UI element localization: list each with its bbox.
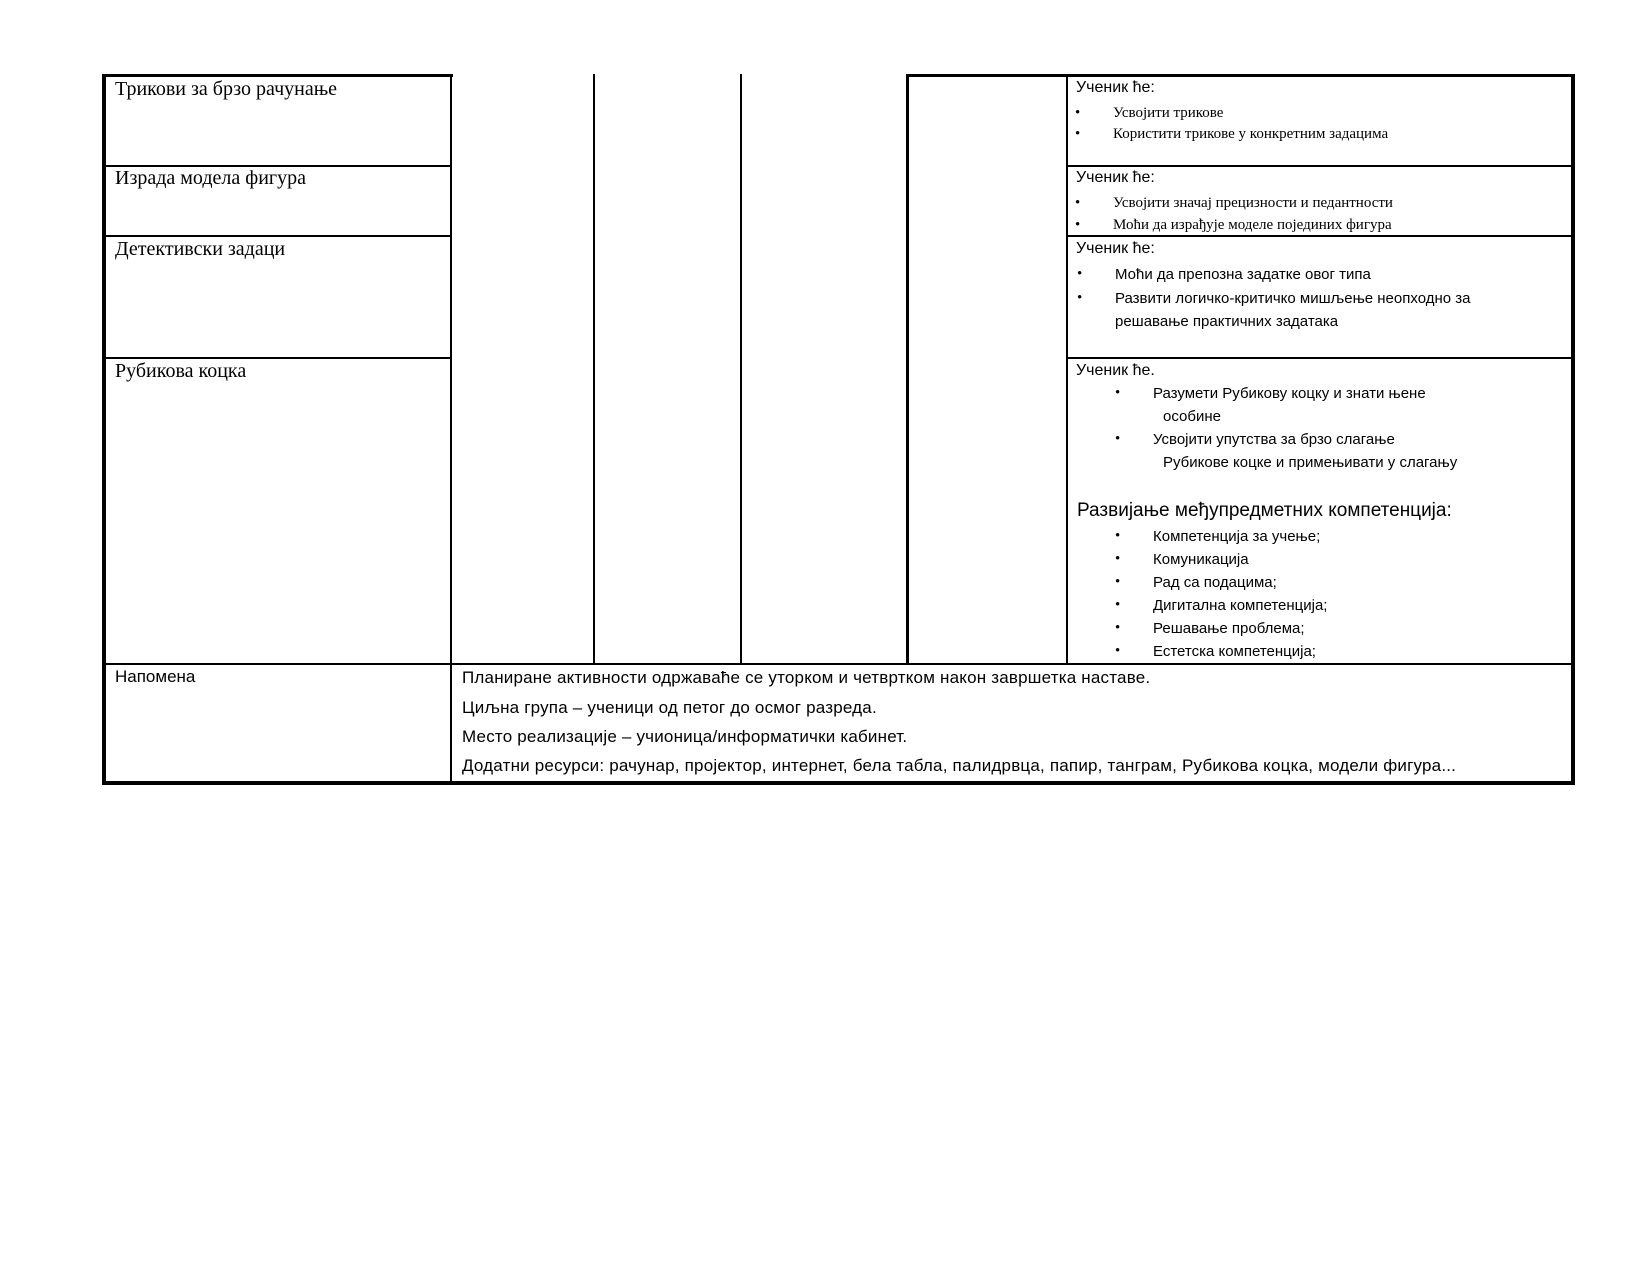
topic-cell: Детективски задаци [115, 238, 286, 260]
table-right-border [1571, 74, 1575, 785]
competencies-heading: Развијање међупредметних компетенција: [1077, 500, 1452, 521]
outcome-label: Ученик ће. [1076, 362, 1155, 379]
outcome-item: Развити логичко-критичко мишљење неопходно за [1115, 290, 1471, 307]
topic-cell: Израда модела фигура [115, 167, 307, 189]
bullet-dot: • [1075, 217, 1081, 233]
outcome-item: Усвојити трикове [1113, 105, 1224, 121]
note-line: Додатни ресурси: рачунар, пројектор, интернет, бела табла, палидрвца, папир, танграм, Рубикова коцка, модели фигура... [462, 756, 1457, 775]
outcome-label: Ученик ће: [1076, 169, 1155, 186]
competency-item: Комуникација [1153, 551, 1249, 568]
outcome-item: Усвојити упутства за брзо слагање [1153, 431, 1395, 448]
outcome-item: Користити трикове у конкретним задацима [1113, 126, 1389, 142]
col-divider-5 [1066, 74, 1068, 664]
outcome-item: Рубикове коцке и примењивати у слагању [1163, 454, 1458, 471]
bullet-dot: • [1077, 266, 1083, 282]
outcome-item: Моћи да препозна задатке овог типа [1115, 266, 1371, 283]
bullet-dot: • [1115, 643, 1121, 659]
bullet-dot: • [1077, 290, 1083, 306]
bullet-dot: • [1115, 528, 1121, 544]
table-top-border-left [102, 74, 453, 77]
col-divider-1 [450, 74, 452, 783]
note-label: Напомена [115, 667, 196, 686]
bullet-dot: • [1115, 431, 1121, 447]
note-line: Циљна група – ученици од петог до осмог разреда. [462, 698, 877, 717]
bullet-dot: • [1115, 385, 1121, 401]
row-divider-2-right [1066, 235, 1573, 237]
competency-item: Дигитална компетенција; [1153, 597, 1328, 614]
bullet-dot: • [1115, 597, 1121, 613]
competency-item: Решавање проблема; [1153, 620, 1305, 637]
outcome-item: Усвојити значај прецизности и педантности [1113, 195, 1393, 211]
competency-item: Компетенција за учење; [1153, 528, 1321, 545]
outcome-item: решавање практичних задатака [1115, 313, 1339, 330]
row-divider-4 [104, 663, 1573, 665]
bullet-dot: • [1075, 126, 1081, 142]
topic-cell: Трикови за брзо рачунање [115, 78, 338, 100]
outcome-label: Ученик ће: [1076, 240, 1155, 257]
outcome-item: Моћи да израђује моделе појединих фигура [1113, 217, 1392, 233]
competency-item: Рад са подацима; [1153, 574, 1277, 591]
outcome-item: Разумети Рубикову коцку и знати њене [1153, 385, 1426, 402]
row-divider-2-left [104, 235, 451, 237]
row-divider-3-right [1066, 357, 1573, 359]
bullet-dot: • [1075, 195, 1081, 211]
outcome-item: особине [1163, 408, 1221, 425]
table-left-border [102, 74, 106, 785]
table-top-border-right [908, 74, 1574, 77]
col-divider-4 [906, 74, 909, 664]
bullet-dot: • [1115, 551, 1121, 567]
topic-cell: Рубикова коцка [115, 360, 247, 382]
col-divider-3 [740, 74, 742, 664]
competency-item: Естетска компетенција; [1153, 643, 1316, 660]
row-divider-1-right [1066, 165, 1573, 167]
col-divider-2 [593, 74, 595, 664]
bullet-dot: • [1115, 620, 1121, 636]
table-bottom-border [102, 781, 1574, 785]
bullet-dot: • [1115, 574, 1121, 590]
note-line: Планиране активности одржаваће се уторком и четвртком након завршетка наставе. [462, 668, 1151, 687]
bullet-dot: • [1075, 105, 1081, 121]
outcome-label: Ученик ће: [1076, 79, 1155, 96]
row-divider-3-left [104, 357, 451, 359]
note-line: Место реализације – учионица/информатички кабинет. [462, 727, 908, 746]
